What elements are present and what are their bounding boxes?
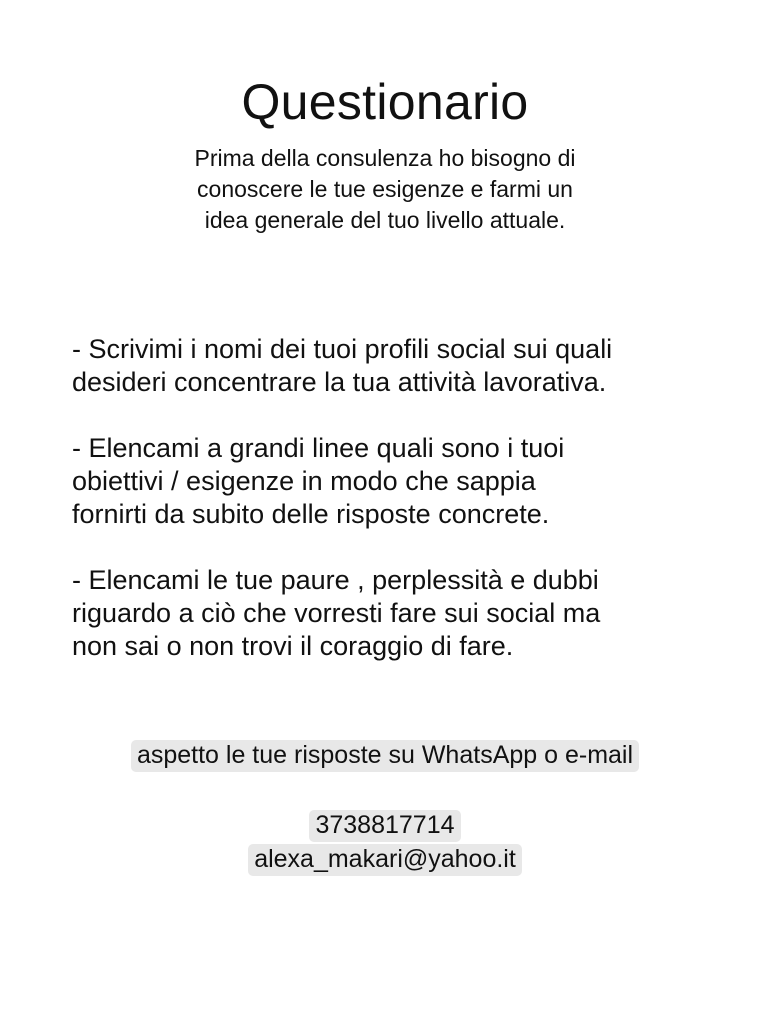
- contact-info: [0, 808, 770, 876]
- email-address: alexa_makari@yahoo.it: [248, 844, 522, 876]
- page-title: Questionario: [241, 74, 529, 130]
- question-line: - Elencami a grandi linee quali sono i tuoi: [72, 433, 565, 463]
- question-line: - Elencami le tue paure , perplessità e dubbi: [72, 565, 599, 595]
- question-item: [72, 333, 722, 399]
- intro-line: Prima della consulenza ho bisogno di: [194, 145, 576, 171]
- phone-number: 3738817714: [309, 810, 460, 842]
- question-line: desideri concentrare la tua attività lavorativa.: [72, 367, 607, 397]
- intro-text: [135, 143, 635, 236]
- intro-line: idea generale del tuo livello attuale.: [204, 207, 566, 233]
- phone-line: [0, 808, 770, 842]
- intro-line: conoscere le tue esigenze e farmi un: [197, 176, 573, 202]
- question-item: [72, 432, 722, 531]
- question-line: obiettivi / esigenze in modo che sappia: [72, 466, 536, 496]
- question-line: non sai o non trovi il coraggio di fare.: [72, 631, 514, 661]
- question-line: - Scrivimi i nomi dei tuoi profili social sui quali: [72, 334, 613, 364]
- question-line: fornirti da subito delle risposte concrete.: [72, 499, 550, 529]
- question-item: [72, 564, 722, 663]
- closing-note: [0, 738, 770, 772]
- email-line: [0, 842, 770, 876]
- closing-text: aspetto le tue risposte su WhatsApp o e-mail: [131, 740, 639, 772]
- question-list: [72, 333, 722, 696]
- question-line: riguardo a ciò che vorresti fare sui social ma: [72, 598, 601, 628]
